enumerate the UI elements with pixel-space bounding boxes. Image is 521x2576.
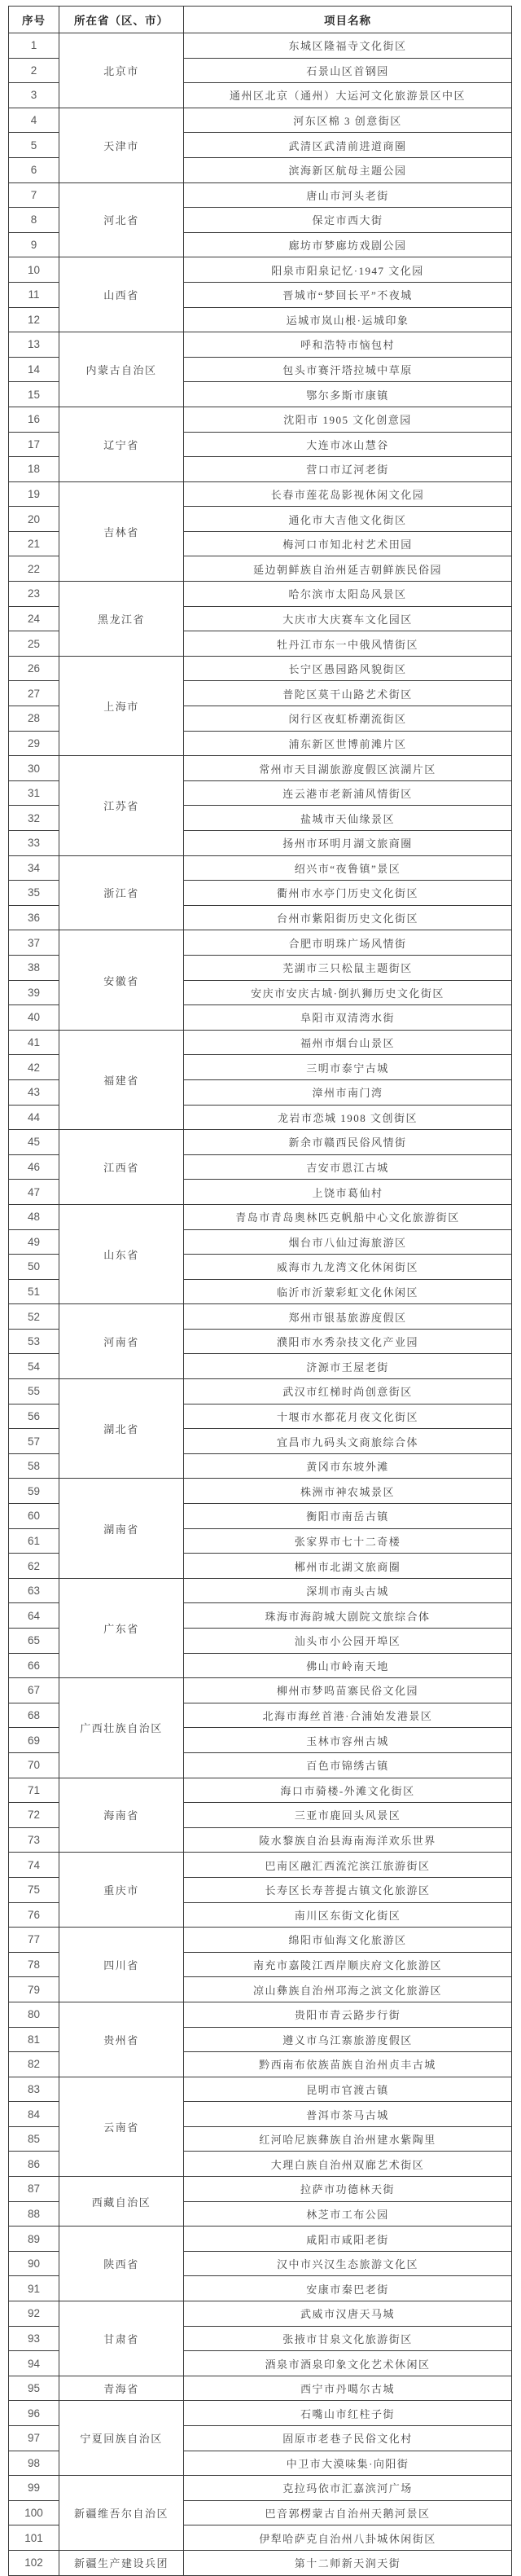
province-cell: 湖北省	[59, 1379, 184, 1479]
project-cell: 安康市秦巴老街	[184, 2276, 512, 2301]
project-cell: 拉萨市功德林天街	[184, 2177, 512, 2202]
project-cell: 武清区武清前进道商圈	[184, 133, 512, 158]
row-index-cell: 31	[9, 780, 59, 806]
row-index-cell: 89	[9, 2227, 59, 2252]
province-cell: 广东省	[59, 1578, 184, 1677]
row-index-cell: 1	[9, 33, 59, 59]
col-header-province: 所在省（区、市）	[59, 7, 184, 33]
row-index-cell: 91	[9, 2276, 59, 2301]
province-cell: 浙江省	[59, 855, 184, 930]
table-row	[9, 407, 512, 432]
project-cell: 滨海新区航母主题公园	[184, 157, 512, 182]
project-cell: 龙岩市恋城 1908 文创街区	[184, 1105, 512, 1130]
project-cell: 台州市紫阳街历史文化街区	[184, 905, 512, 930]
project-cell: 长春市莲花岛影视休闲文化园	[184, 481, 512, 507]
project-cell: 十堰市水都花月夜文化街区	[184, 1404, 512, 1429]
row-index-cell: 58	[9, 1453, 59, 1479]
row-index-cell: 34	[9, 855, 59, 881]
row-index-cell: 30	[9, 756, 59, 781]
row-index-cell: 94	[9, 2351, 59, 2376]
row-index-cell: 79	[9, 1977, 59, 2002]
row-index-cell: 24	[9, 606, 59, 631]
row-index-cell: 86	[9, 2152, 59, 2177]
project-cell: 贵阳市青云路步行街	[184, 2002, 512, 2027]
table-row	[9, 2227, 512, 2252]
province-cell: 重庆市	[59, 1853, 184, 1928]
project-cell: 包头市赛汗塔拉城中草原	[184, 357, 512, 382]
project-cell: 珠海市海韵城大剧院文旅综合体	[184, 1603, 512, 1629]
table-row	[9, 1678, 512, 1703]
project-cell: 郑州市银基旅游度假区	[184, 1304, 512, 1330]
project-cell: 中卫市大漠味集·向阳街	[184, 2451, 512, 2476]
province-cell: 河南省	[59, 1304, 184, 1379]
row-index-cell: 100	[9, 2500, 59, 2525]
row-index-cell: 62	[9, 1554, 59, 1579]
table-row	[9, 2376, 512, 2401]
row-index-cell: 61	[9, 1528, 59, 1554]
project-cell: 玉林市容州古城	[184, 1728, 512, 1753]
project-cell: 保定市西大街	[184, 208, 512, 233]
project-cell: 青岛市青岛奥林匹克帆船中心文化旅游街区	[184, 1204, 512, 1229]
project-cell: 上饶市葛仙村	[184, 1180, 512, 1205]
project-cell: 柳州市梦呜苗寨民俗文化园	[184, 1678, 512, 1703]
row-index-cell: 20	[9, 507, 59, 532]
province-cell: 湖南省	[59, 1479, 184, 1578]
project-cell: 芜湖市三只松鼠主题街区	[184, 955, 512, 980]
province-cell: 四川省	[59, 1928, 184, 2002]
row-index-cell: 33	[9, 831, 59, 856]
project-cell: 吉安市恩江古城	[184, 1154, 512, 1180]
project-cell: 唐山市河头老街	[184, 182, 512, 208]
project-cell: 深圳市南头古城	[184, 1578, 512, 1603]
row-index-cell: 39	[9, 980, 59, 1005]
row-index-cell: 38	[9, 955, 59, 980]
project-cell: 伊犁哈萨克自治州八卦城休闲街区	[184, 2525, 512, 2551]
row-index-cell: 54	[9, 1354, 59, 1379]
project-cell: 汕头市小公园开埠区	[184, 1629, 512, 1654]
project-cell: 廊坊市梦廊坊戏剧公园	[184, 232, 512, 257]
project-cell: 长寿区长寿菩提古镇文化旅游区	[184, 1877, 512, 1902]
row-index-cell: 96	[9, 2401, 59, 2426]
project-cell: 绍兴市“夜鲁镇”景区	[184, 855, 512, 881]
table-row	[9, 1304, 512, 1330]
project-cell: 郴州市北湖文旅商圈	[184, 1554, 512, 1579]
project-cell: 普陀区莫干山路艺术街区	[184, 681, 512, 706]
province-cell: 江西省	[59, 1130, 184, 1205]
project-cell: 衢州市水亭门历史文化街区	[184, 881, 512, 906]
row-index-cell: 56	[9, 1404, 59, 1429]
province-cell: 吉林省	[59, 481, 184, 581]
province-cell: 天津市	[59, 108, 184, 182]
row-index-cell: 97	[9, 2426, 59, 2451]
province-cell: 辽宁省	[59, 407, 184, 481]
row-index-cell: 92	[9, 2301, 59, 2327]
project-cell: 大理白族自治州双廊艺术街区	[184, 2152, 512, 2177]
row-index-cell: 73	[9, 1827, 59, 1853]
row-index-cell: 18	[9, 457, 59, 482]
col-header-index: 序号	[9, 7, 59, 33]
project-cell: 济源市王屋老街	[184, 1354, 512, 1379]
row-index-cell: 5	[9, 133, 59, 158]
project-cell: 克拉玛依市汇嘉滨河广场	[184, 2476, 512, 2501]
project-cell: 呼和浩特市恼包村	[184, 332, 512, 358]
table-row	[9, 656, 512, 681]
table-row	[9, 1778, 512, 1803]
table-row	[9, 108, 512, 133]
province-cell: 新疆生产建设兵团	[59, 2550, 184, 2575]
table-row	[9, 2077, 512, 2102]
project-cell: 百色市锦绣古镇	[184, 1752, 512, 1778]
project-cell: 衡阳市南岳古镇	[184, 1504, 512, 1529]
province-cell: 黑龙江省	[59, 582, 184, 657]
row-index-cell: 44	[9, 1105, 59, 1130]
project-cell: 汉中市兴汉生态旅游文化区	[184, 2251, 512, 2276]
row-index-cell: 40	[9, 1005, 59, 1031]
project-cell: 南充市嘉陵江西岸顺庆府文化旅游区	[184, 1952, 512, 1977]
province-cell: 北京市	[59, 33, 184, 108]
project-cell: 阜阳市双清湾水街	[184, 1005, 512, 1031]
table-row	[9, 1130, 512, 1155]
row-index-cell: 64	[9, 1603, 59, 1629]
table-row	[9, 1928, 512, 1953]
project-cell: 鄂尔多斯市康镇	[184, 382, 512, 407]
project-cell: 浦东新区世博前滩片区	[184, 731, 512, 756]
province-cell: 内蒙古自治区	[59, 332, 184, 407]
project-cell: 长宁区愚园路风貌街区	[184, 656, 512, 681]
row-index-cell: 98	[9, 2451, 59, 2476]
row-index-cell: 88	[9, 2201, 59, 2227]
project-cell: 石嘴山市红柱子街	[184, 2401, 512, 2426]
row-index-cell: 37	[9, 930, 59, 956]
row-index-cell: 45	[9, 1130, 59, 1155]
project-cell: 阳泉市阳泉记忆·1947 文化园	[184, 257, 512, 283]
row-index-cell: 26	[9, 656, 59, 681]
row-index-cell: 28	[9, 706, 59, 732]
project-cell: 巴音郭楞蒙古自治州天鹅河景区	[184, 2500, 512, 2525]
project-cell: 濮阳市水秀杂技文化产业园	[184, 1329, 512, 1354]
province-cell: 山东省	[59, 1204, 184, 1303]
row-index-cell: 36	[9, 905, 59, 930]
row-index-cell: 29	[9, 731, 59, 756]
col-header-project: 项目名称	[184, 7, 512, 33]
row-index-cell: 32	[9, 806, 59, 831]
row-index-cell: 59	[9, 1479, 59, 1504]
project-cell: 营口市辽河老街	[184, 457, 512, 482]
province-cell: 贵州省	[59, 2002, 184, 2077]
row-index-cell: 57	[9, 1429, 59, 1454]
project-cell: 株洲市神农城景区	[184, 1479, 512, 1504]
table-row	[9, 257, 512, 283]
row-index-cell: 65	[9, 1629, 59, 1654]
project-cell: 临沂市沂蒙彩虹文化休闲区	[184, 1279, 512, 1304]
project-cell: 哈尔滨市太阳岛风景区	[184, 582, 512, 607]
table-row	[9, 481, 512, 507]
row-index-cell: 17	[9, 432, 59, 457]
project-cell: 咸阳市咸阳老街	[184, 2227, 512, 2252]
row-index-cell: 3	[9, 83, 59, 108]
row-index-cell: 95	[9, 2376, 59, 2401]
table-row	[9, 582, 512, 607]
project-cell: 河东区棉 3 创意街区	[184, 108, 512, 133]
row-index-cell: 77	[9, 1928, 59, 1953]
row-index-cell: 87	[9, 2177, 59, 2202]
table-row	[9, 1578, 512, 1603]
row-index-cell: 14	[9, 357, 59, 382]
table-row	[9, 855, 512, 881]
project-cell: 西宁市丹噶尔古城	[184, 2376, 512, 2401]
province-cell: 宁夏回族自治区	[59, 2401, 184, 2476]
province-cell: 陕西省	[59, 2227, 184, 2301]
row-index-cell: 84	[9, 2102, 59, 2127]
project-cell: 常州市天目湖旅游度假区滨湖片区	[184, 756, 512, 781]
project-cell: 巴南区融汇西流沱滨江旅游街区	[184, 1853, 512, 1878]
project-cell: 武威市汉唐天马城	[184, 2301, 512, 2327]
row-index-cell: 66	[9, 1653, 59, 1678]
row-index-cell: 43	[9, 1079, 59, 1105]
project-cell: 闵行区夜虹桥潮流街区	[184, 706, 512, 732]
row-index-cell: 46	[9, 1154, 59, 1180]
table-row	[9, 2401, 512, 2426]
project-cell: 福州市烟台山景区	[184, 1030, 512, 1055]
project-cell: 安庆市安庆古城·倒扒狮历史文化街区	[184, 980, 512, 1005]
row-index-cell: 51	[9, 1279, 59, 1304]
project-cell: 宜昌市九码头文商旅综合体	[184, 1429, 512, 1454]
row-index-cell: 2	[9, 58, 59, 83]
row-index-cell: 15	[9, 382, 59, 407]
project-cell: 梅河口市知北村艺术田园	[184, 531, 512, 556]
province-cell: 甘肃省	[59, 2301, 184, 2376]
project-cell: 沈阳市 1905 文化创意园	[184, 407, 512, 432]
table-row	[9, 1204, 512, 1229]
province-cell: 海南省	[59, 1778, 184, 1853]
project-cell: 牡丹江市东一中俄风情街区	[184, 631, 512, 657]
row-index-cell: 12	[9, 307, 59, 332]
table-row	[9, 756, 512, 781]
project-cell: 绵阳市仙海文化旅游区	[184, 1928, 512, 1953]
row-index-cell: 4	[9, 108, 59, 133]
project-cell: 遵义市乌江寨旅游度假区	[184, 2027, 512, 2052]
project-cell: 通州区北京（通州）大运河文化旅游景区中区	[184, 83, 512, 108]
row-index-cell: 99	[9, 2476, 59, 2501]
row-index-cell: 41	[9, 1030, 59, 1055]
row-index-cell: 68	[9, 1703, 59, 1728]
province-cell: 西藏自治区	[59, 2177, 184, 2227]
project-cell: 三亚市鹿回头风景区	[184, 1803, 512, 1828]
project-cell: 酒泉市酒泉印象文化艺术休闲区	[184, 2351, 512, 2376]
table-row	[9, 1030, 512, 1055]
row-index-cell: 83	[9, 2077, 59, 2102]
row-index-cell: 85	[9, 2126, 59, 2152]
row-index-cell: 27	[9, 681, 59, 706]
table-row	[9, 2002, 512, 2027]
project-cell: 普洱市茶马古城	[184, 2102, 512, 2127]
row-index-cell: 9	[9, 232, 59, 257]
project-cell: 通化市大吉他文化街区	[184, 507, 512, 532]
project-cell: 武汉市红梯时尚创意街区	[184, 1379, 512, 1404]
province-cell: 福建省	[59, 1030, 184, 1129]
province-cell: 新疆维吾尔自治区	[59, 2476, 184, 2551]
province-cell: 广西壮族自治区	[59, 1678, 184, 1778]
project-cell: 张家界市七十二奇楼	[184, 1528, 512, 1554]
project-cell: 陵水黎族自治县海南海洋欢乐世界	[184, 1827, 512, 1853]
province-cell: 上海市	[59, 656, 184, 755]
row-index-cell: 7	[9, 182, 59, 208]
project-cell: 威海市九龙湾文化休闲街区	[184, 1255, 512, 1280]
row-index-cell: 49	[9, 1229, 59, 1255]
project-cell: 红河哈尼族彝族自治州建水紫陶里	[184, 2126, 512, 2152]
project-cell: 晋城市“梦回长平”不夜城	[184, 282, 512, 307]
project-cell: 三明市泰宁古城	[184, 1055, 512, 1080]
row-index-cell: 23	[9, 582, 59, 607]
row-index-cell: 71	[9, 1778, 59, 1803]
project-cell: 凉山彝族自治州邛海之滨文化旅游区	[184, 1977, 512, 2002]
project-cell: 海口市骑楼-外滩文化街区	[184, 1778, 512, 1803]
row-index-cell: 50	[9, 1255, 59, 1280]
project-cell: 漳州市南门湾	[184, 1079, 512, 1105]
table-row	[9, 1379, 512, 1404]
table-body	[9, 33, 512, 2576]
row-index-cell: 55	[9, 1379, 59, 1404]
project-cell: 黔西南布依族苗族自治州贞丰古城	[184, 2052, 512, 2077]
row-index-cell: 16	[9, 407, 59, 432]
row-index-cell: 69	[9, 1728, 59, 1753]
province-cell: 青海省	[59, 2376, 184, 2401]
project-cell: 石景山区首钢园	[184, 58, 512, 83]
row-index-cell: 25	[9, 631, 59, 657]
row-index-cell: 80	[9, 2002, 59, 2027]
province-cell: 河北省	[59, 182, 184, 257]
province-cell: 云南省	[59, 2077, 184, 2176]
row-index-cell: 90	[9, 2251, 59, 2276]
project-cell: 东城区隆福寺文化街区	[184, 33, 512, 59]
row-index-cell: 52	[9, 1304, 59, 1330]
table-row	[9, 2177, 512, 2202]
project-cell: 北海市海丝首港·合浦始发港景区	[184, 1703, 512, 1728]
table-row	[9, 1479, 512, 1504]
row-index-cell: 21	[9, 531, 59, 556]
province-cell: 安徽省	[59, 930, 184, 1030]
row-index-cell: 13	[9, 332, 59, 358]
row-index-cell: 8	[9, 208, 59, 233]
project-cell: 大连市冰山慧谷	[184, 432, 512, 457]
table-row	[9, 332, 512, 358]
project-cell: 合肥市明珠广场风情街	[184, 930, 512, 956]
province-cell: 江苏省	[59, 756, 184, 855]
header-row	[9, 7, 512, 33]
row-index-cell: 78	[9, 1952, 59, 1977]
project-cell: 连云港市老新浦风情街区	[184, 780, 512, 806]
row-index-cell: 81	[9, 2027, 59, 2052]
project-cell: 新余市赣西民俗风情街	[184, 1130, 512, 1155]
row-index-cell: 6	[9, 157, 59, 182]
row-index-cell: 11	[9, 282, 59, 307]
row-index-cell: 42	[9, 1055, 59, 1080]
row-index-cell: 82	[9, 2052, 59, 2077]
row-index-cell: 63	[9, 1578, 59, 1603]
project-cell: 运城市岚山根·运城印象	[184, 307, 512, 332]
table-row	[9, 33, 512, 59]
project-cell: 扬州市环明月湖文旅商圈	[184, 831, 512, 856]
row-index-cell: 60	[9, 1504, 59, 1529]
row-index-cell: 10	[9, 257, 59, 283]
project-list-table	[8, 6, 512, 2576]
row-index-cell: 101	[9, 2525, 59, 2551]
row-index-cell: 47	[9, 1180, 59, 1205]
project-cell: 第十二师新天润天街	[184, 2550, 512, 2575]
row-index-cell: 72	[9, 1803, 59, 1828]
row-index-cell: 19	[9, 481, 59, 507]
project-cell: 张掖市甘泉文化旅游街区	[184, 2326, 512, 2351]
project-cell: 延边朝鲜族自治州延吉朝鲜族民俗园	[184, 556, 512, 582]
table-row	[9, 1853, 512, 1878]
province-cell: 山西省	[59, 257, 184, 332]
table-row	[9, 182, 512, 208]
row-index-cell: 53	[9, 1329, 59, 1354]
project-cell: 黄冈市东坡外滩	[184, 1453, 512, 1479]
row-index-cell: 35	[9, 881, 59, 906]
project-cell: 昆明市官渡古镇	[184, 2077, 512, 2102]
table-row	[9, 930, 512, 956]
row-index-cell: 102	[9, 2550, 59, 2575]
row-index-cell: 93	[9, 2326, 59, 2351]
table-row	[9, 2301, 512, 2327]
project-cell: 烟台市八仙过海旅游区	[184, 1229, 512, 1255]
project-cell: 大庆市大庆赛车文化园区	[184, 606, 512, 631]
project-cell: 盐城市天仙缘景区	[184, 806, 512, 831]
project-cell: 佛山市岭南天地	[184, 1653, 512, 1678]
row-index-cell: 70	[9, 1752, 59, 1778]
project-cell: 固原市老巷子民俗文化村	[184, 2426, 512, 2451]
row-index-cell: 67	[9, 1678, 59, 1703]
project-cell: 林芝市工布公园	[184, 2201, 512, 2227]
table-row	[9, 2550, 512, 2575]
table-header	[9, 7, 512, 33]
row-index-cell: 75	[9, 1877, 59, 1902]
row-index-cell: 48	[9, 1204, 59, 1229]
table-row	[9, 2476, 512, 2501]
project-cell: 南川区东街文化街区	[184, 1902, 512, 1928]
row-index-cell: 22	[9, 556, 59, 582]
row-index-cell: 76	[9, 1902, 59, 1928]
row-index-cell: 74	[9, 1853, 59, 1878]
